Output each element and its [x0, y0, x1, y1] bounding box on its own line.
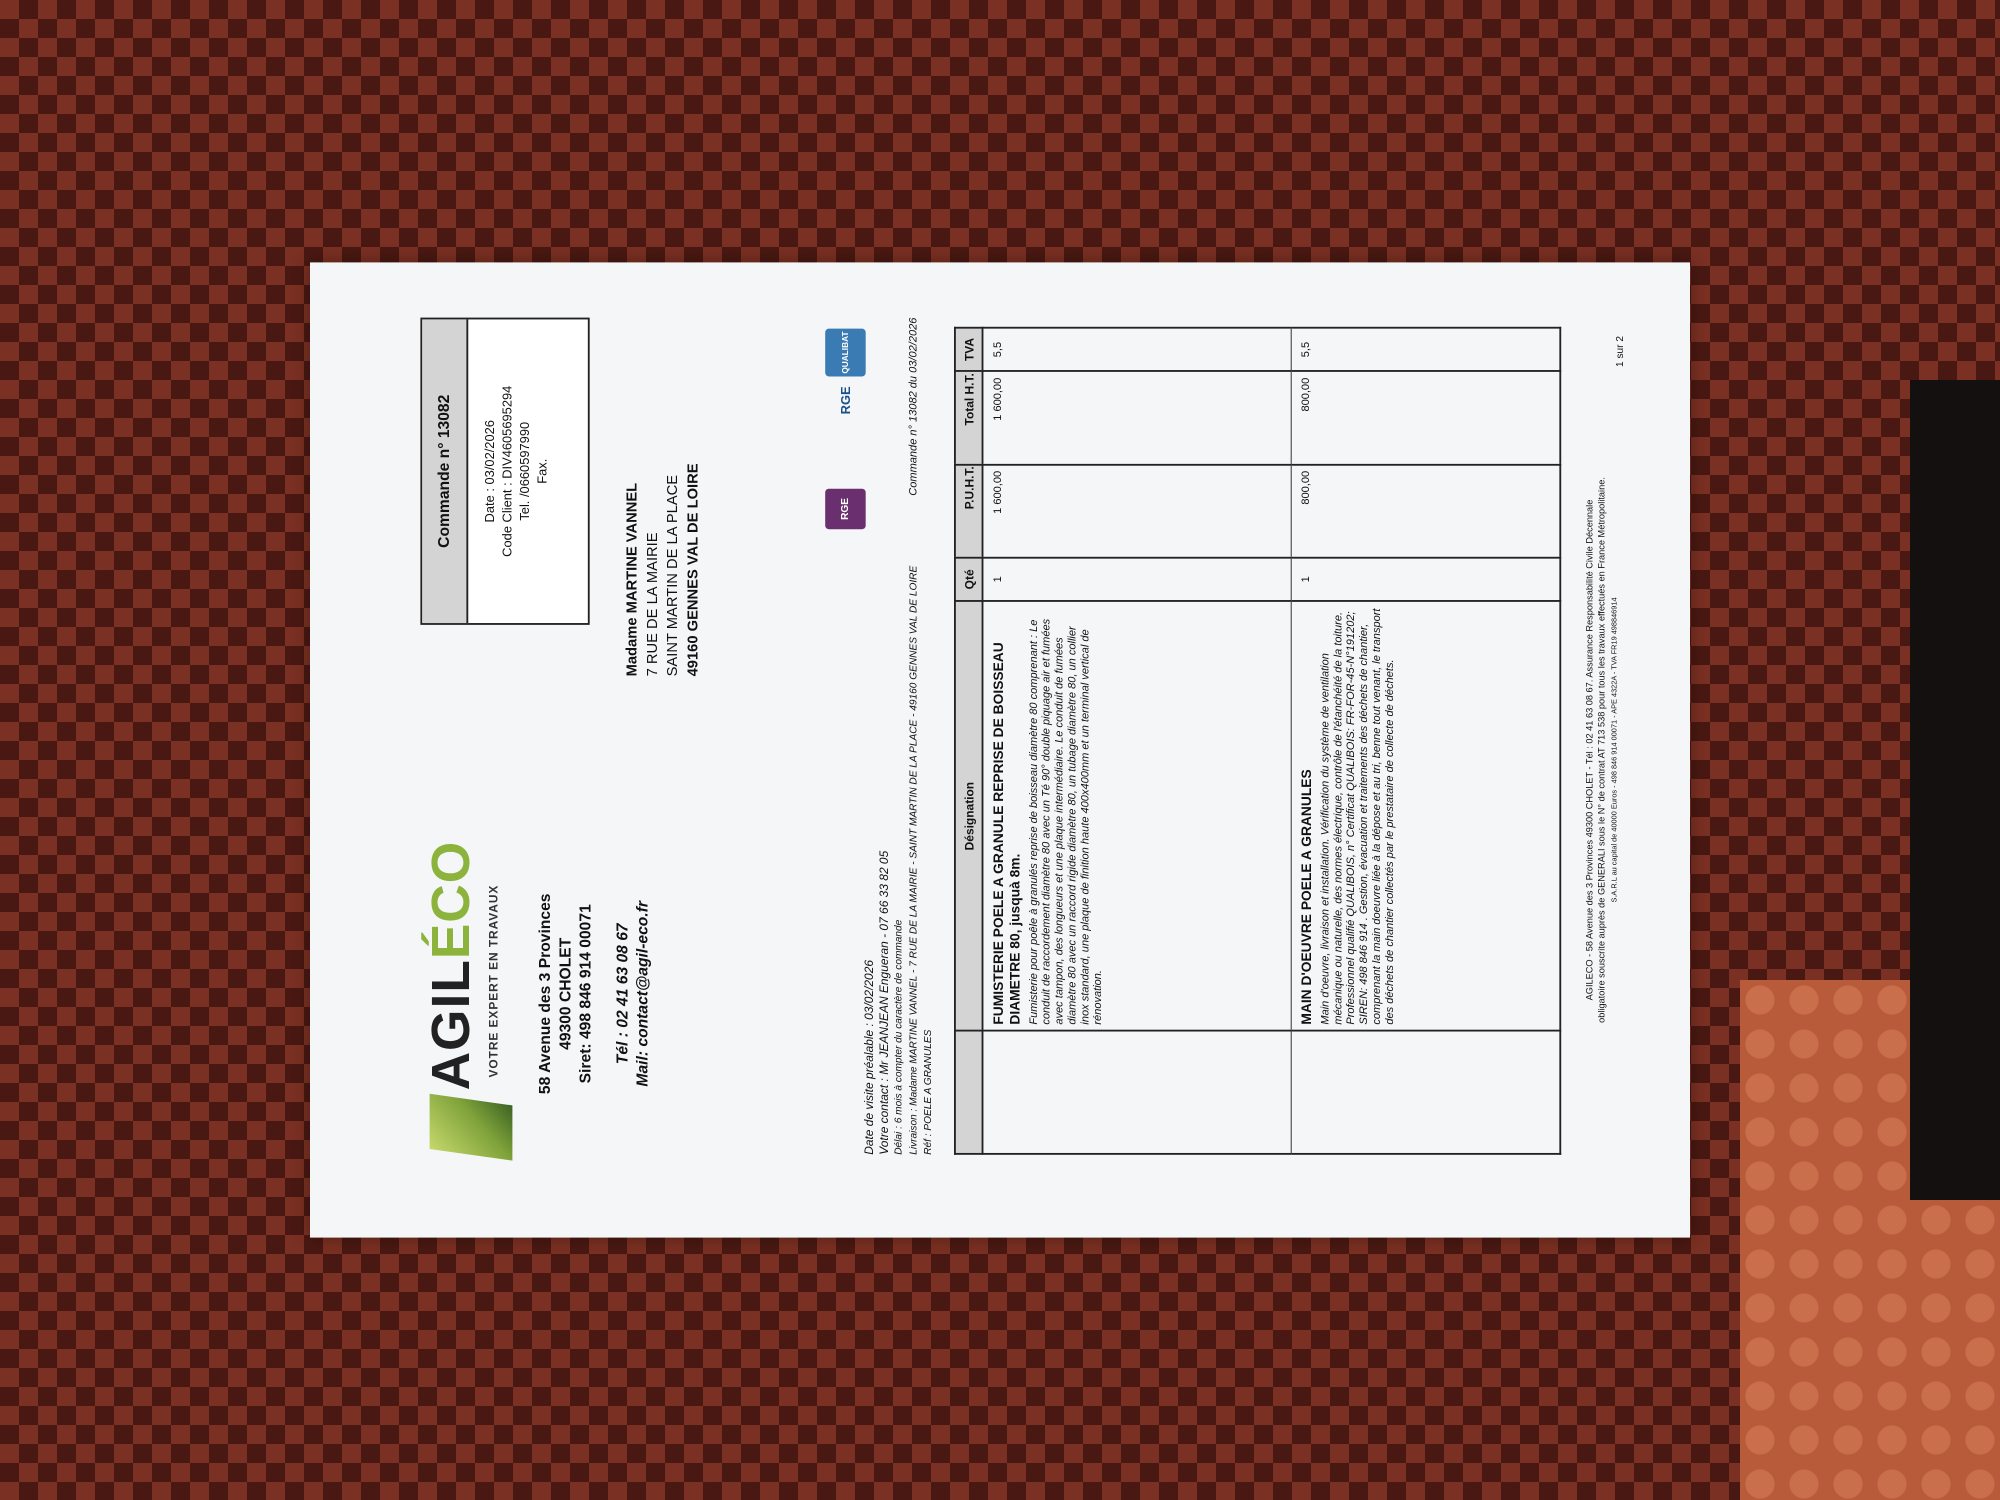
- client-locality: SAINT MARTIN DE LA PLACE: [665, 474, 681, 677]
- header-blank: [955, 1031, 983, 1154]
- item-unit-price: 1 600,00: [983, 464, 1292, 557]
- delivery-line: Livraison : Madame MARTINE VANNEL - 7 RUE DE LA MAIRIE - SAINT MARTIN DE LA PLACE - 49160 GENNES VAL DE LOIRE: [908, 565, 920, 1155]
- order-title: Commande n° 13082: [422, 319, 468, 623]
- page-number: 1 sur 2: [1614, 336, 1626, 367]
- order-reference: Commande n° 13082 du 03/02/2026: [906, 317, 920, 496]
- order-meta: [862, 345, 936, 1155]
- qualibat-logo-icon: QUALIBAT: [825, 329, 865, 377]
- order-document: [310, 262, 1690, 1237]
- header-designation: Désignation: [955, 601, 983, 1031]
- order-tel: Tel. /0660597990: [517, 421, 532, 521]
- legal-footer: [1584, 400, 1620, 1099]
- item-unit-price: 800,00: [1291, 464, 1560, 557]
- order-client-code: Code Client : DIV4605695294: [499, 385, 515, 557]
- rge-badge-icon: RGE: [825, 489, 865, 529]
- client-city: 49160 GENNES VAL DE LOIRE: [685, 463, 701, 677]
- item-qty: 1: [983, 558, 1292, 602]
- item-description: Fumisterie pour poêle à granulés reprise de boisseau diamètre 80 comprenant : Le conduit de raccordement diamètre 80 avec un Té 90° double piquage air et fumées avec tampon, des longueurs et une plaque intermédiaire. Le conduit de fumées diamètre 80 avec un raccord rigide diamètre 80, un tubage diamètre 80, un collier inox standard, une plaque de finition haute 400x400mm et un terminal vertical de rénovation.: [1026, 618, 1104, 1025]
- contact-line: Votre contact : Mr JEANJEAN Engueran - 07 66 33 82 05: [876, 850, 891, 1155]
- header-unit-price: P.U.H.T.: [955, 464, 983, 557]
- item-total: 1 600,00: [983, 371, 1292, 464]
- table-row: [983, 328, 1292, 1154]
- company-phone: Tél : 02 41 63 08 67: [613, 923, 632, 1065]
- company-mail: Mail: contact@agil-eco.fr: [633, 901, 652, 1087]
- logo-wordmark: AGILÉCO: [421, 840, 482, 1091]
- item-tva: 5,5: [1291, 328, 1560, 372]
- logo-mark-icon: [430, 1094, 513, 1161]
- ref-line: Réf : POELE A GRANULES: [922, 1029, 934, 1155]
- client-address: [623, 400, 704, 676]
- header-qty: Qté: [955, 558, 983, 602]
- dark-object: [1910, 380, 2000, 1200]
- item-qty: 1: [1291, 558, 1560, 602]
- company-logo: [420, 824, 530, 1155]
- rge-logo-icon: RGE: [838, 386, 853, 415]
- item-title: MAIN D'OEUVRE POELE A GRANULES: [1298, 769, 1315, 1025]
- footer-line-2: obligatoire souscrite auprès de GENERALI sous le N° de contrat AT 713 538 pour tous les travaux effectués en France Métropolitaine.: [1597, 477, 1608, 1023]
- item-title: FUMISTERIE POELE A GRANULE REPRISE DE BOISSEAU DIAMETRE 80, jusquà 8m.: [990, 642, 1023, 1025]
- order-lines-table: [954, 327, 1561, 1155]
- client-street: 7 RUE DE LA MAIRIE: [644, 532, 661, 677]
- company-siret: Siret: 498 846 914 00071: [576, 904, 595, 1084]
- order-fax: Fax.: [534, 458, 550, 484]
- footer-line-3: S.A.R.L au capital de 40000 Euros - 498 846 914 00071 - APE 4322A - TVA FR19 498846914: [1609, 597, 1619, 903]
- client-name: Madame MARTINE VANNEL: [624, 482, 641, 677]
- company-city: 49300 CHOLET: [556, 937, 575, 1050]
- header-tva: TVA: [955, 328, 983, 372]
- company-street: 58 Avenue des 3 Provinces: [536, 893, 554, 1095]
- company-address: [535, 888, 653, 1100]
- order-box: [420, 318, 589, 625]
- table-row: [1291, 328, 1560, 1154]
- logo-tagline: VOTRE EXPERT EN TRAVAUX: [486, 884, 501, 1078]
- order-date: Date : 03/02/2026: [482, 420, 497, 523]
- delay-line: Délai : 6 mois à compter du caractère de commande: [893, 919, 905, 1155]
- item-total: 800,00: [1291, 371, 1560, 464]
- header-total: Total H.T.: [955, 371, 983, 464]
- item-description: Main d'oeuvre, livraison et installation. Vérification du système de ventilation mécanique ou naturelle, des normes électrique, contrôle de l'étanchéité de la toiture. Professionnel qualifié QUALIBOIS, n° Certificat QUALIBOIS: FR-FOR-45-N°191202; SIREN: 498 846 914 . Gestion, évacuation et traitements des déchets de chantier, comprenant la main doeuvre liée à la dépose et au tri, benne tout venant, le transport des déchets de chantier collectés par le prestataire de collecte de déchets.: [1318, 608, 1396, 1025]
- item-tva: 5,5: [983, 328, 1292, 372]
- footer-line-1: AGILECO - 58 Avenue des 3 Provinces 49300 CHOLET - Tél : 02 41 63 08 67. Assurance Responsabilité Civile Décennale: [1585, 499, 1596, 1001]
- visit-date: Date de visite préalable : 03/02/2026: [862, 959, 876, 1155]
